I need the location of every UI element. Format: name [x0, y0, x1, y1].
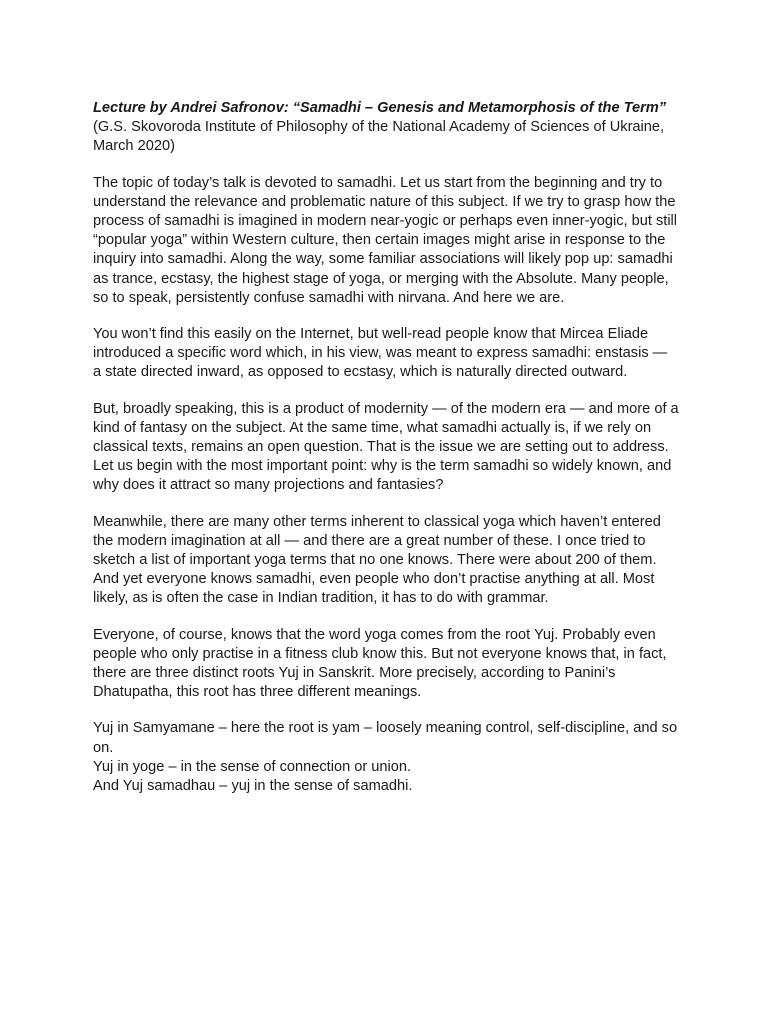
document-body [93, 99, 679, 796]
paragraph: Everyone, of course, knows that the word yoga comes from the root Yuj. Probably even people who only practise in a fitness club know this. But not everyone knows that, in fact, there are three distinct roots Yuj in Sanskrit. More precisely, according to Panini’s Dhatupatha, this root has three different meanings. [93, 626, 667, 701]
paragraph: Meanwhile, there are many other terms inherent to classical yoga which haven’t entered the modern imagination at all — and there are a great number of these. I once tried to sketch a list of important yoga terms that no one knows. There were about 200 of them. And yet everyone knows samadhi, even people who don’t practise anything at all. Most likely, as is often the case in Indian tradition, it has to do with grammar. [93, 513, 661, 607]
root-line: Yuj in Samyamane – here the root is yam – loosely meaning control, self-discipline, and so on. [93, 720, 678, 756]
root-list [93, 719, 679, 796]
paragraph: The topic of today’s talk is devoted to samadhi. Let us start from the beginning and try to understand the relevance and problematic nature of this subject. If we try to grasp how the process of samadhi is imagined in modern near-yogic or perhaps even inner-yogic, but still “popular yoga” within Western culture, then certain images might arise in response to the inquiry into samadhi. Along the way, some familiar associations will likely pop up: samadhi as trance, ecstasy, the highest stage of yoga, or merging with the Absolute. Many people, so to speak, persistently confuse samadhi with nirvana. And here we are. [93, 174, 678, 306]
document-subtitle: (G.S. Skovoroda Institute of Philosophy of the National Academy of Sciences of Ukraine, March 2020) [93, 119, 665, 155]
paragraph: But, broadly speaking, this is a product of modernity — of the modern era — and more of a kind of fantasy on the subject. At the same time, what samadhi actually is, if we rely on classical texts, remains an open question. That is the issue we are setting out to address. Let us begin with the most important point: why is the term samadhi so widely known, and why does it attract so many projections and fantasies? [93, 400, 679, 494]
root-line: And Yuj samadhau – yuj in the sense of samadhi. [93, 778, 413, 795]
paragraph: You won’t find this easily on the Internet, but well-read people know that Mircea Eliade introduced a specific word which, in his view, was meant to express samadhi: enstasis — a state directed inward, as opposed to ecstasy, which is naturally directed outward. [93, 326, 668, 381]
document-title: Lecture by Andrei Safronov: “Samadhi – Genesis and Metamorphosis of the Term” [93, 100, 667, 116]
root-line: Yuj in yoge – in the sense of connection or union. [93, 758, 412, 775]
